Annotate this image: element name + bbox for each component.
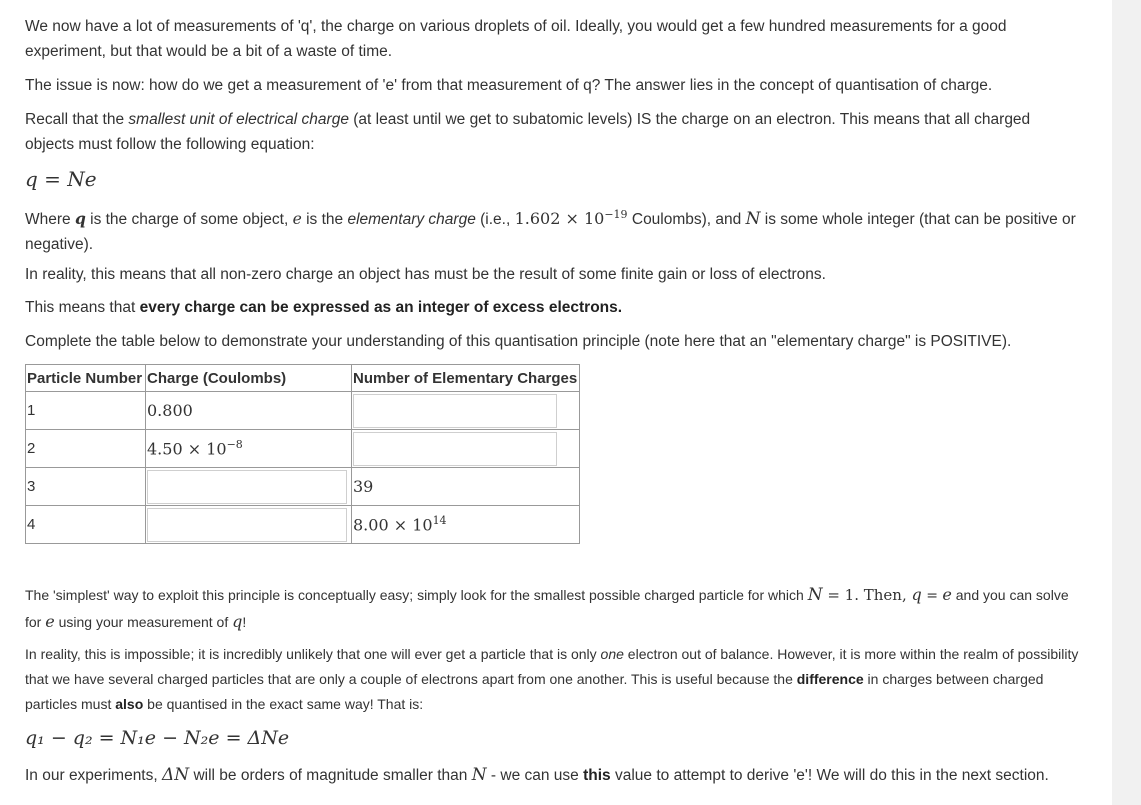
particle-number-cell: 2: [26, 430, 146, 468]
charge-cell: [146, 468, 352, 506]
header-charge: Charge (Coulombs): [146, 365, 352, 392]
reality-paragraph: In reality, this means that all non-zero charge an object has must be the result of some finite gain or loss of electrons.: [25, 266, 826, 283]
table-row: [26, 392, 580, 430]
impossible-paragraph: In reality, this is impossible; it is incredibly unlikely that one will ever get a particle that is only one electron out of balance. However, it is more within the realm of possibility that we have several charged particles that are only a couple of electrons apart from one another. This is useful because the difference in charges between charged particles must also be quantised in the exact same way! That is:: [25, 646, 1079, 712]
elementary-charges-cell: [352, 392, 580, 430]
issue-paragraph: The issue is now: how do we get a measurement of 'e' from that measurement of q? The answer lies in the concept of quantisation of charge.: [25, 77, 993, 94]
answer-input[interactable]: [147, 470, 347, 504]
charge-cell: [146, 506, 352, 544]
elementary-charges-cell: $8.00 \times 10^{14}$: [352, 506, 580, 544]
particle-number-cell: 1: [26, 392, 146, 430]
charge-equation: q = Ne: [25, 167, 97, 191]
elementary-charges-cell: [352, 430, 580, 468]
header-particle-number: Particle Number: [26, 365, 146, 392]
particle-number-cell: 3: [26, 468, 146, 506]
means-paragraph: This means that every charge can be expressed as an integer of excess electrons.: [25, 299, 623, 316]
answer-input[interactable]: [353, 432, 557, 466]
where-paragraph: Where q is the charge of some object, e is the elementary charge (i.e., $1.602 \times 10^{-19}$ Coulombs), and N is some whole integer (that can be positive or negative).: [25, 208, 1076, 254]
table-row: [26, 468, 580, 506]
answer-input[interactable]: [353, 394, 557, 428]
quantisation-table: [25, 364, 580, 544]
charge-cell: $4.50 \times 10^{-8}$: [146, 430, 352, 468]
elementary-charges-cell: 39: [352, 468, 580, 506]
particle-number-cell: 4: [26, 506, 146, 544]
table-row: [26, 506, 580, 544]
table-row: [26, 430, 580, 468]
answer-input[interactable]: [147, 508, 347, 542]
intro-paragraph: We now have a lot of measurements of 'q', the charge on various droplets of oil. Ideally, you would get a few hundred measurements for a good experiment, but that would be a bit of a waste of time.: [25, 18, 1007, 60]
recall-paragraph: Recall that the smallest unit of electrical charge (at least until we get to subatomic levels) IS the charge on an electron. This means that all charged objects must follow the following equation:: [25, 111, 1031, 153]
simplest-paragraph: The 'simplest' way to exploit this principle is conceptually easy; simply look for the smallest possible charged particle for which N = 1. Then, q = e and you can solve for e using your measurement of q!: [25, 585, 1069, 631]
final-paragraph: In our experiments, ΔN will be orders of magnitude smaller than N - we can use this value to attempt to derive 'e'! We will do this in the next section.: [25, 765, 1049, 785]
charge-cell: 0.800: [146, 392, 352, 430]
difference-equation: q₁ − q₂ = N₁e − N₂e = ΔNe: [25, 727, 290, 749]
scrollbar-track[interactable]: [1112, 0, 1141, 805]
header-elementary-charges: Number of Elementary Charges: [352, 365, 580, 392]
complete-paragraph: Complete the table below to demonstrate your understanding of this quantisation principle (note here that an "elementary charge" is POSITIVE).: [25, 333, 1012, 350]
